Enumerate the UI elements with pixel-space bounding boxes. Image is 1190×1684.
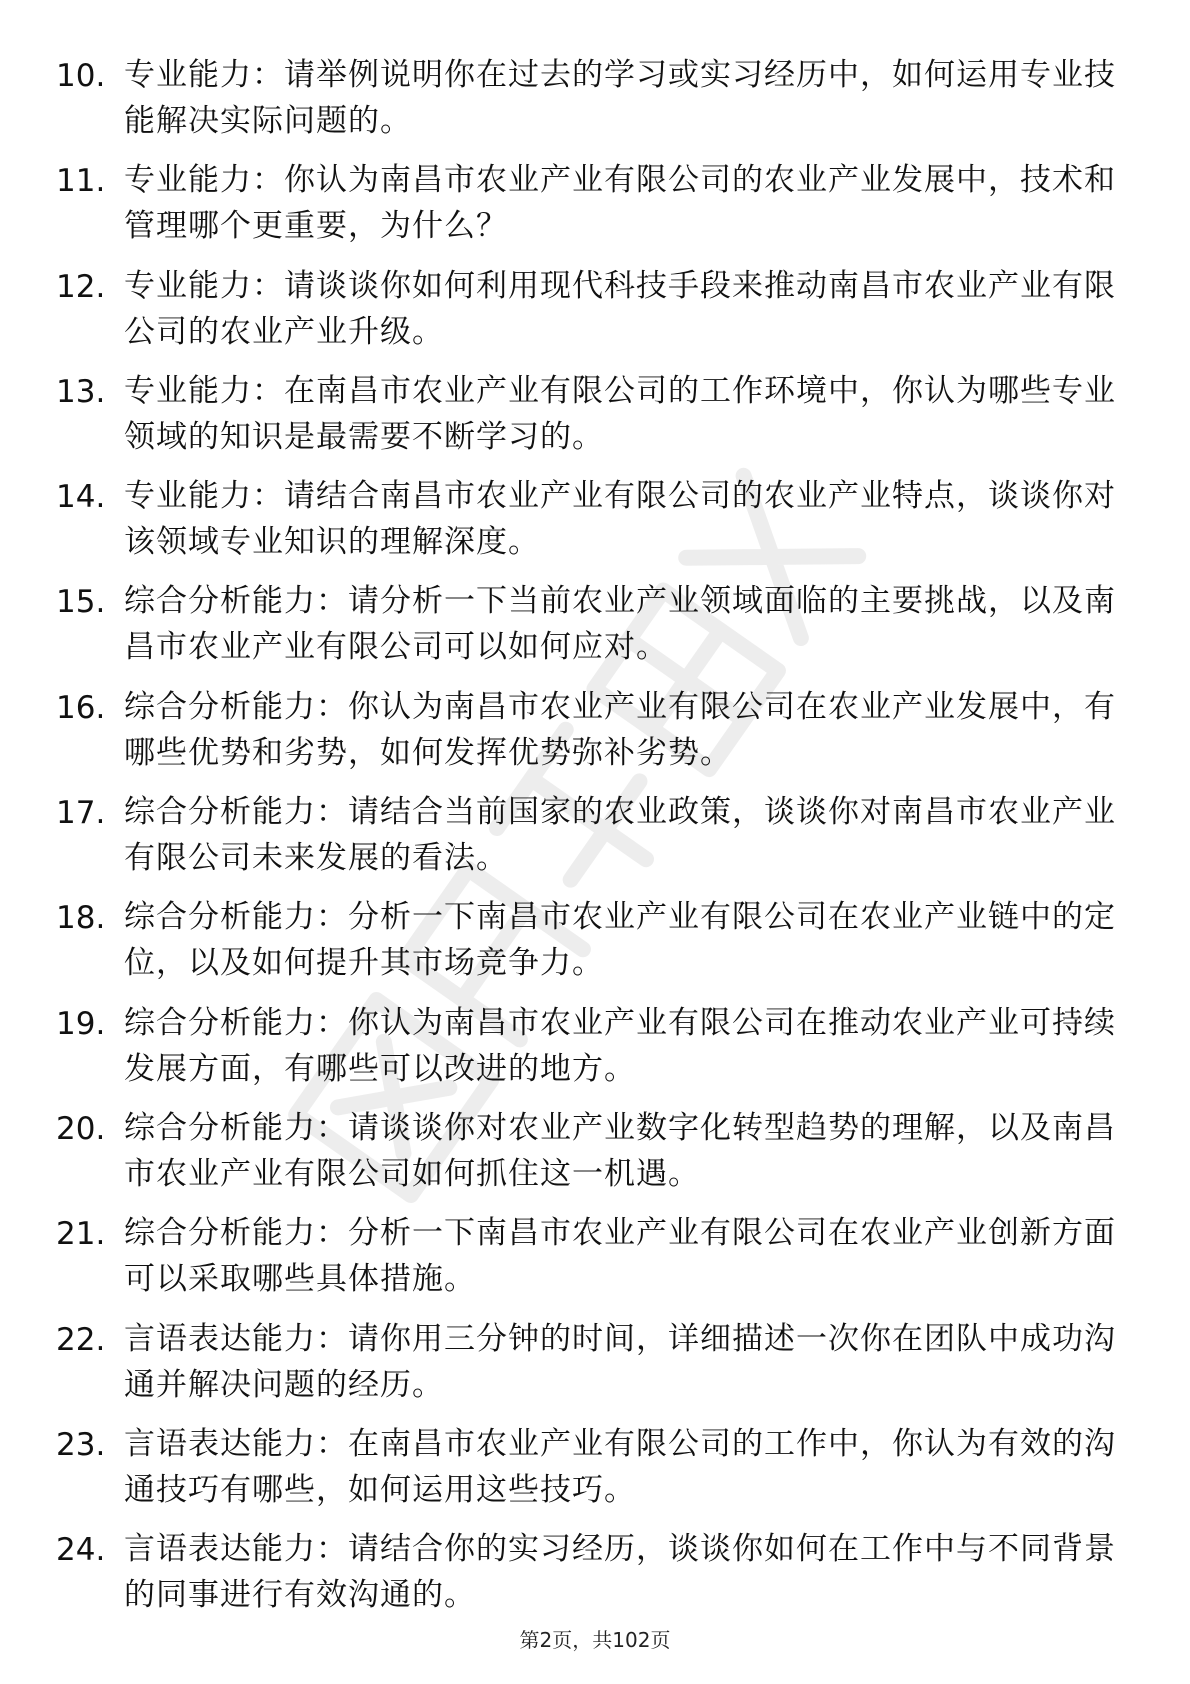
question-item: [56, 52, 1136, 157]
question-item: [56, 1105, 1136, 1210]
question-number: 12.: [56, 268, 106, 305]
question-item: [56, 1210, 1136, 1315]
question-text: 专业能力：你认为南昌市农业产业有限公司的农业产业发展中，技术和管理哪个更重要，为什么？: [124, 162, 1116, 245]
question-text: 综合分析能力：请分析一下当前农业产业领域面临的主要挑战，以及南昌市农业产业有限公司可以如何应对。: [124, 583, 1116, 666]
question-item: [56, 578, 1136, 683]
question-number: 19.: [56, 1005, 106, 1042]
question-number: 11.: [56, 163, 106, 200]
question-text: 专业能力：请谈谈你如何利用现代科技手段来推动南昌市农业产业有限公司的农业产业升级。: [124, 267, 1116, 350]
question-item: [56, 1000, 1136, 1105]
question-number: 20.: [56, 1110, 106, 1147]
question-item: [56, 368, 1136, 473]
question-item: [56, 263, 1136, 368]
question-number: 16.: [56, 689, 106, 726]
question-number: 17.: [56, 795, 106, 832]
question-item: [56, 1526, 1136, 1631]
question-item: [56, 157, 1136, 262]
question-text: 言语表达能力：请结合你的实习经历，谈谈你如何在工作中与不同背景的同事进行有效沟通的。: [124, 1531, 1116, 1614]
question-item: [56, 894, 1136, 999]
page-footer: [0, 1624, 1190, 1653]
question-item: [56, 1421, 1136, 1526]
question-number: 10.: [56, 58, 106, 94]
question-number: 21.: [56, 1216, 106, 1253]
question-number: 18.: [56, 900, 106, 937]
question-text: 综合分析能力：请结合当前国家的农业政策，谈谈你对南昌市农业产业有限公司未来发展的看法。: [124, 794, 1116, 877]
question-number: 24.: [56, 1532, 106, 1569]
question-text: 综合分析能力：请谈谈你对农业产业数字化转型趋势的理解，以及南昌市农业产业有限公司如何抓住这一机遇。: [124, 1109, 1116, 1192]
question-item: [56, 1316, 1136, 1421]
question-text: 综合分析能力：分析一下南昌市农业产业有限公司在农业产业链中的定位，以及如何提升其市场竞争力。: [124, 899, 1116, 982]
question-number: 23.: [56, 1426, 106, 1463]
question-number: 14.: [56, 479, 106, 516]
question-item: [56, 684, 1136, 789]
question-text: 综合分析能力：分析一下南昌市农业产业有限公司在农业产业创新方面可以采取哪些具体措施。: [124, 1215, 1116, 1298]
question-text: 专业能力：请举例说明你在过去的学习或实习经历中，如何运用专业技能解决实际问题的。: [124, 57, 1116, 139]
question-number: 15.: [56, 584, 106, 621]
question-item: [56, 789, 1136, 894]
question-text: 综合分析能力：你认为南昌市农业产业有限公司在农业产业发展中，有哪些优势和劣势，如何发挥优势弥补劣势。: [124, 688, 1116, 771]
question-list: [56, 52, 1136, 1631]
question-number: 13.: [56, 373, 106, 410]
question-text: 言语表达能力：请你用三分钟的时间，详细描述一次你在团队中成功沟通并解决问题的经历。: [124, 1320, 1116, 1403]
question-number: 22.: [56, 1321, 106, 1358]
question-text: 言语表达能力：在南昌市农业产业有限公司的工作中，你认为有效的沟通技巧有哪些，如何运用这些技巧。: [124, 1425, 1116, 1508]
page-number-label: 第2页，共102页: [519, 1628, 671, 1652]
question-text: 综合分析能力：你认为南昌市农业产业有限公司在推动农业产业可持续发展方面，有哪些可以改进的地方。: [124, 1004, 1116, 1087]
question-text: 专业能力：在南昌市农业产业有限公司的工作环境中，你认为哪些专业领域的知识是最需要不断学习的。: [124, 372, 1116, 455]
question-text: 专业能力：请结合南昌市农业产业有限公司的农业产业特点，谈谈你对该领域专业知识的理解深度。: [124, 478, 1116, 561]
question-item: [56, 473, 1136, 578]
